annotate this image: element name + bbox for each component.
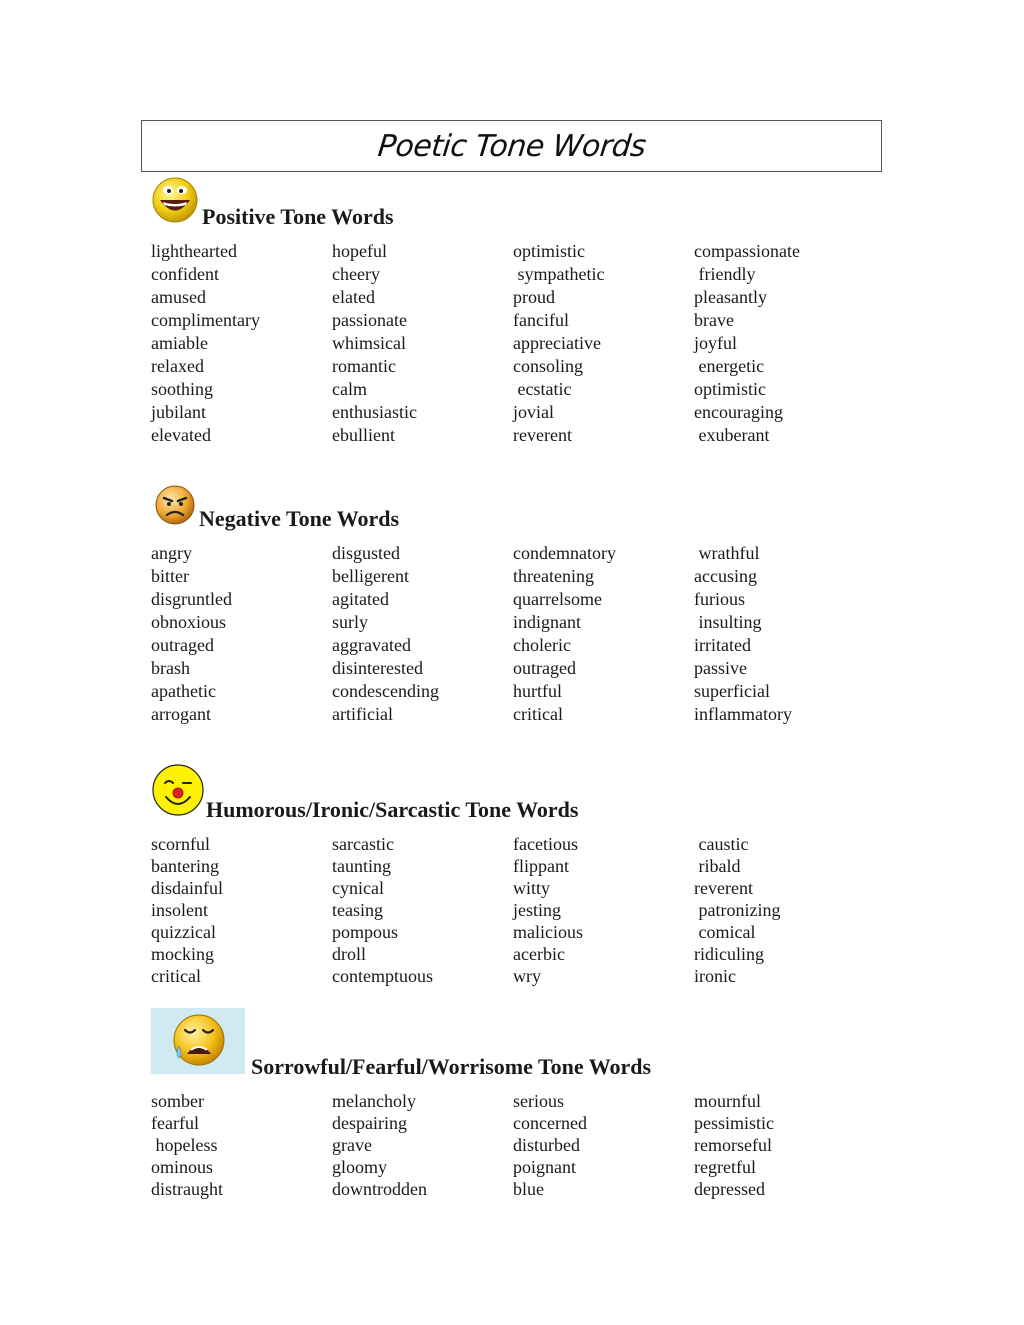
section-heading: Sorrowful/Fearful/Worrisome Tone Words [251,1054,652,1079]
tone-word: elated [332,287,375,307]
tone-word: scornful [151,834,210,854]
word-grid [151,833,891,987]
tone-word: somber [151,1091,204,1111]
angry-face-icon [154,484,196,526]
tone-word: pompous [332,922,399,942]
tone-word: complimentary [151,310,260,330]
tone-word: condemnatory [513,543,616,563]
page-title: Poetic Tone Words [375,128,648,164]
tone-word: proud [513,287,555,307]
tone-word: serious [513,1091,564,1111]
tone-word: teasing [332,900,383,920]
tone-word: disinterested [332,658,423,678]
tone-word: appreciative [513,333,601,353]
section-heading: Negative Tone Words [199,506,400,531]
tone-word: disturbed [513,1135,580,1155]
tone-word: outraged [513,658,576,678]
tone-word: reverent [694,878,753,898]
tone-word: facetious [513,834,578,854]
tone-word: romantic [332,356,396,376]
tone-word: belligerent [332,566,409,586]
tone-word: amused [151,287,206,307]
tone-word: quizzical [151,922,216,942]
tone-word: compassionate [694,241,800,261]
tone-word: critical [513,704,563,724]
tone-word: droll [332,944,366,964]
tone-word: consoling [513,356,583,376]
tone-word: despairing [332,1113,407,1133]
tone-word: lighthearted [151,241,237,261]
tone-word: insulting [694,612,762,632]
tone-word: ironic [694,966,736,986]
tone-word: caustic [694,834,749,854]
tone-word: condescending [332,681,439,701]
tone-word: furious [694,589,745,609]
tone-word: disgruntled [151,589,232,609]
tone-word: flippant [513,856,569,876]
tone-word: mournful [694,1091,761,1111]
tone-word: comical [694,922,756,942]
tone-word: acerbic [513,944,565,964]
tone-word: poignant [513,1157,576,1177]
tone-word: mocking [151,944,214,964]
crying-face-icon [151,1008,245,1074]
tone-word: regretful [694,1157,756,1177]
word-grid [151,542,891,726]
tone-word: friendly [694,264,756,284]
tone-word: cheery [332,264,380,284]
tone-word: cynical [332,878,384,898]
tone-word: relaxed [151,356,204,376]
tone-word: quarrelsome [513,589,602,609]
tone-word: jovial [513,402,554,422]
tone-word: hopeless [151,1135,218,1155]
tone-word: energetic [694,356,765,376]
tone-word: wrathful [694,543,760,563]
tone-word: fanciful [513,310,569,330]
tone-word: pessimistic [694,1113,774,1133]
tone-word: threatening [513,566,594,586]
tone-word: jesting [513,900,561,920]
tone-word: disgusted [332,543,401,563]
tone-word: blue [513,1179,544,1199]
tone-word: brave [694,310,734,330]
tone-word: enthusiastic [332,402,417,422]
title-box [141,120,882,172]
tone-word: pleasantly [694,287,767,307]
tone-word: hurtful [513,681,562,701]
tone-word: sympathetic [513,264,605,284]
tone-word: distraught [151,1179,223,1199]
tone-word: contemptuous [332,966,433,986]
tone-word: elevated [151,425,211,445]
tone-word: downtrodden [332,1179,427,1199]
tone-word: gloomy [332,1157,388,1177]
word-grid [151,1090,891,1200]
winking-clown-face-icon [151,763,205,817]
tone-word: agitated [332,589,389,609]
laughing-smiley-icon [150,175,200,225]
tone-word: sarcastic [332,834,394,854]
tone-word: accusing [694,566,757,586]
tone-word: hopeful [332,241,387,261]
tone-word: brash [151,658,190,678]
section-heading: Positive Tone Words [202,204,394,229]
tone-word: concerned [513,1113,587,1133]
tone-word: superficial [694,681,770,701]
tone-word: remorseful [694,1135,772,1155]
tone-word: fearful [151,1113,199,1133]
tone-word: aggravated [332,635,411,655]
tone-word: taunting [332,856,391,876]
tone-word: wry [513,966,541,986]
tone-word: optimistic [513,241,585,261]
tone-word: melancholy [332,1091,416,1111]
tone-word: calm [332,379,367,399]
tone-word: encouraging [694,402,783,422]
tone-word: grave [332,1135,372,1155]
tone-word: bantering [151,856,219,876]
tone-word: outraged [151,635,214,655]
tone-word: passive [694,658,747,678]
tone-word: joyful [694,333,737,353]
tone-word: optimistic [694,379,766,399]
tone-word: obnoxious [151,612,227,632]
tone-word: jubilant [151,402,206,422]
tone-word: surly [332,612,368,632]
tone-word: inflammatory [694,704,792,724]
tone-word: soothing [151,379,214,399]
tone-word: ridiculing [694,944,764,964]
tone-word: apathetic [151,681,216,701]
tone-word: exuberant [694,425,770,445]
tone-word: insolent [151,900,208,920]
word-grid [151,240,891,447]
tone-word: bitter [151,566,189,586]
tone-word: arrogant [151,704,211,724]
tone-word: passionate [332,310,407,330]
tone-word: ominous [151,1157,214,1177]
tone-word: angry [151,543,192,563]
tone-word: witty [513,878,551,898]
tone-word: critical [151,966,201,986]
tone-word: indignant [513,612,581,632]
tone-word: ecstatic [513,379,572,399]
section-heading: Humorous/Ironic/Sarcastic Tone Words [206,797,579,822]
tone-word: confident [151,264,219,284]
tone-word: ebullient [332,425,395,445]
tone-word: irritated [694,635,751,655]
tone-word: reverent [513,425,572,445]
tone-word: choleric [513,635,571,655]
tone-word: ribald [694,856,741,876]
tone-word: artificial [332,704,393,724]
tone-word: whimsical [332,333,406,353]
tone-word: disdainful [151,878,223,898]
tone-word: amiable [151,333,208,353]
tone-word: patronizing [694,900,781,920]
tone-word: malicious [513,922,583,942]
tone-word: depressed [694,1179,765,1199]
